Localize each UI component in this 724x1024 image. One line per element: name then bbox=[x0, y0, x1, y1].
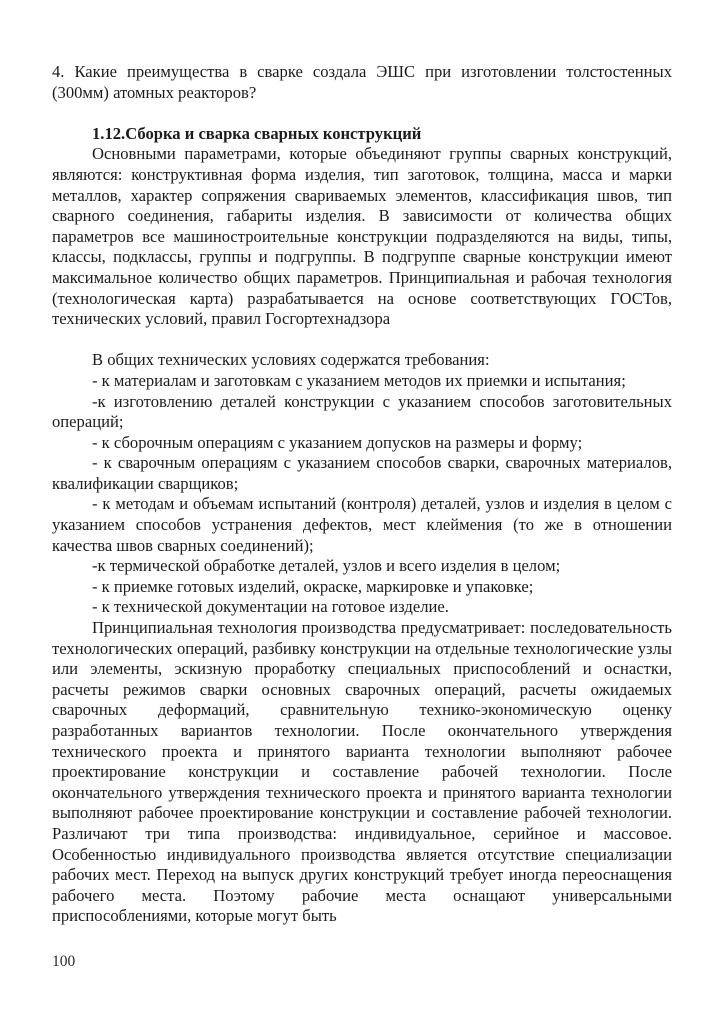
requirement-item: - к сварочным операциям с указанием способов сварки, сварочных материалов, квалификации сварщиков; bbox=[52, 453, 672, 493]
section-heading: 1.12.Сборка и сварка сварных конструкций bbox=[92, 123, 422, 143]
requirement-item: - к приемке готовых изделий, окраске, маркировке и упаковке; bbox=[92, 576, 534, 596]
technology-paragraph: Принципиальная технология производства предусматривает: последовательность технологических операций, разбивку конструкции на отдельные технологические узлы или элементы, эскизную проработку специальных приспособлений и оснастки, расчеты режимов сварки основных сварочных операций, расчеты ожидаемых сварочных деформаций, сравнительную технико-экономическую оценку разработанных вариантов технологии. После окончательного утверждения технического проекта и принятого варианта технологии выполняют рабочее проектирование конструкции и составление рабочей технологии. После окончательного утверждения технического проекта и принятого варианта технологии выполняют рабочее проектирование конструкции и составление рабочей технологии. Различают три типа производства: индивидуальное, серийное и массовое. Особенностью индивидуального производства является отсутствие специализации рабочих мест. Переход на выпуск других конструкций требует иногда переоснащения рабочего места. Поэтому рабочие места оснащают универсальными приспособлениями, которые могут быть bbox=[52, 618, 672, 926]
requirement-item: -к изготовлению деталей конструкции с указанием способов заготовительных операций; bbox=[52, 391, 672, 432]
requirement-item: - к технической документации на готовое изделие. bbox=[92, 597, 449, 617]
page-number: 100 bbox=[52, 953, 76, 970]
requirements-list bbox=[52, 371, 672, 618]
requirements-intro: В общих технических условиях содержатся требования: bbox=[92, 350, 490, 370]
intro-paragraph: Основными параметрами, которые объединяют группы сварных конструкций, являются: конструктивная форма изделия, тип заготовок, толщина, масса и марки металлов, характер сопряжения свариваемых элементов, классификация швов, тип сварного соединения, габариты изделия. В зависимости от количества общих параметров все машиностроительные конструкции подразделяются на виды, типы, классы, подклассы, группы и подгруппы. В подгруппе сварные конструкции имеют максимальное количество общих параметров. Принципиальная и рабочая технология (технологическая карта) разрабатывается на основе соответствующих ГОСТов, технических условий, правил Госгортехнадзора bbox=[52, 144, 672, 329]
requirement-item: - к методам и объемам испытаний (контроля) деталей, узлов и изделия в целом с указанием способов устранения дефектов, мест клеймения (то же в отношении качества швов сварных соединений); bbox=[52, 494, 672, 555]
requirement-item: - к сборочным операциям с указанием допусков на размеры и форму; bbox=[92, 432, 583, 452]
question-paragraph: 4. Какие преимущества в сварке создала ЭШС при изготовлении толстостенных (300мм) атомных реакторов? bbox=[52, 62, 672, 102]
requirement-item: - к материалам и заготовкам с указанием методов их приемки и испытания; bbox=[92, 370, 626, 390]
requirement-item: -к термической обработке деталей, узлов и всего изделия в целом; bbox=[92, 556, 561, 576]
